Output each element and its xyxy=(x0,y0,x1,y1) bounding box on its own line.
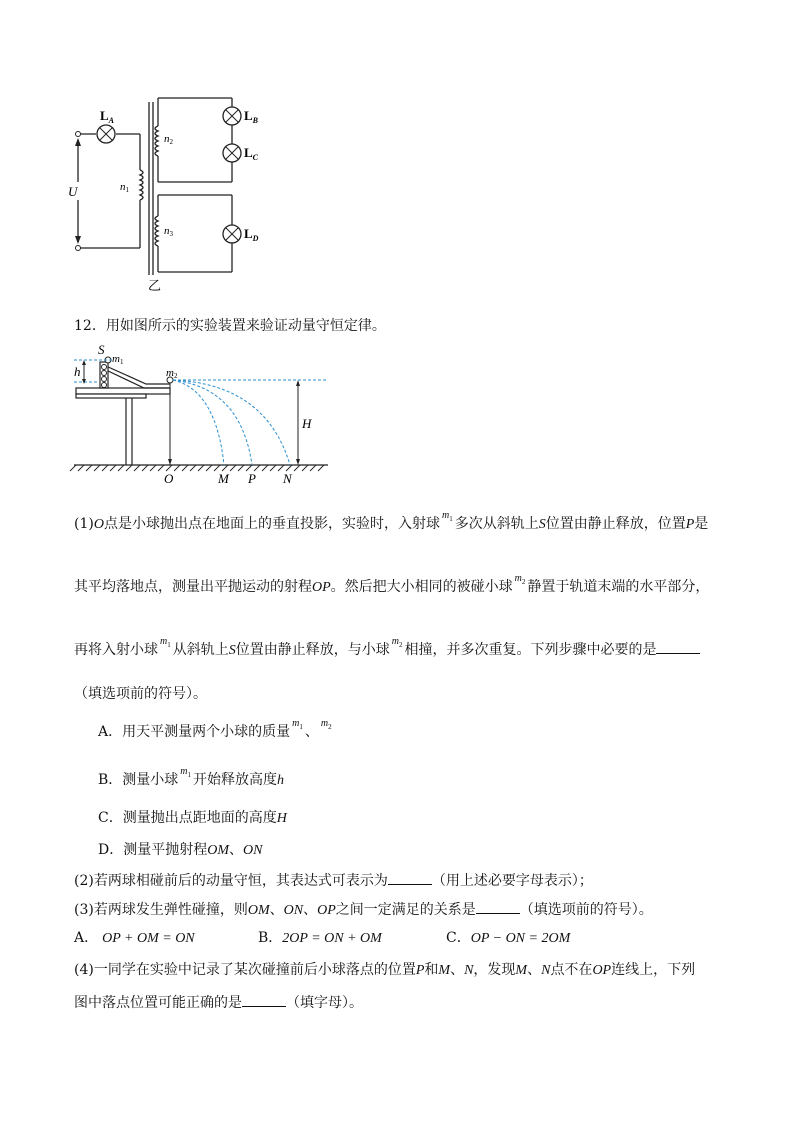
label-big-h: H xyxy=(302,416,312,431)
label-o: O xyxy=(164,471,174,486)
label-h: h xyxy=(74,364,81,379)
svg-text:m1: m1 xyxy=(112,353,124,366)
label-m2: m xyxy=(166,367,174,379)
part-1-line-3: 再将入射小球$^{m_1}$ 从斜轨上S位置由静止释放，与小球$^{m_2}$ 相撞，并多次重复。下列步骤中必要的是 xyxy=(74,639,700,665)
answer-blank-1[interactable] xyxy=(656,639,700,654)
part-1-line-4: （填选项前的符号）。 xyxy=(74,686,207,702)
svg-text:n2: n2 xyxy=(164,133,173,146)
part-4-line-2: 图中落点位置可能正确的是 （填字母）。 xyxy=(74,992,363,1013)
answer-blank-4[interactable] xyxy=(242,992,286,1007)
svg-text:n1: n1 xyxy=(120,181,129,194)
option-c: C．测量抛出点距地面的高度H xyxy=(98,810,287,826)
lamp-c-icon xyxy=(223,144,241,162)
label-lc: L xyxy=(244,145,253,160)
part-3-choice-c: C．OP − ON = 2OM xyxy=(446,930,571,946)
figure-caption: 乙 xyxy=(148,278,162,293)
part-3: (3)若两球发生弹性碰撞，则OM、ON、OP之间一定满足的关系是 （填选项前的符号）。 xyxy=(74,899,653,921)
label-n3: n xyxy=(164,225,170,237)
option-a: A．用天平测量两个小球的质量$^{m_1}$ 、$^{m_2}$ xyxy=(98,718,332,740)
svg-text:m2: m2 xyxy=(166,367,178,380)
label-lb: L xyxy=(244,108,253,123)
lamp-a-icon xyxy=(97,125,115,143)
svg-text:n3: n3 xyxy=(164,225,173,238)
part-2: (2)若两球相碰前后的动量守恒，其表达式可表示为 （用上述必要字母表示）； xyxy=(74,870,593,891)
option-d: D．测量平抛射程OM、ON xyxy=(98,842,263,858)
label-p: P xyxy=(248,471,256,486)
label-m1: m xyxy=(112,353,120,365)
part-4-line-1: (4)一同学在实验中记录了某次碰撞前后小球落点的位置P和M、N，发现M、N点不在OP连线上，下列 xyxy=(74,962,696,978)
answer-blank-3[interactable] xyxy=(476,899,520,914)
label-s: S xyxy=(98,342,105,357)
part-1-line-1: (1)O点是小球抛出点在地面上的垂直投影，实验时，入射球$^{m_1}$ 多次从斜轨上S位置由静止释放，位置P是 xyxy=(74,510,709,532)
label-n2: n xyxy=(164,133,170,145)
lamp-d-icon xyxy=(223,225,241,243)
option-b: B．测量小球$^{m_1}$ 开始释放高度h xyxy=(98,766,285,788)
part-3-choice-b: B．2OP = ON + OM xyxy=(258,930,382,946)
label-n1: n xyxy=(120,181,126,193)
terminal-bottom xyxy=(76,246,81,251)
question-12-stem: 12．用如图所示的实验装置来验证动量守恒定律。 xyxy=(74,318,386,334)
lamp-b-icon xyxy=(223,107,241,125)
label-ld: L xyxy=(244,226,253,241)
part-3-choice-a: A． OP + OM = ON xyxy=(74,930,195,946)
svg-text:LA: $L_A$ xyxy=(100,108,115,125)
label-u: U xyxy=(68,184,78,199)
terminal-top xyxy=(76,132,81,137)
svg-text:LD: $L_D$ xyxy=(244,226,259,243)
svg-text:LB: $L_B$ xyxy=(244,108,259,125)
svg-text:LC: $L_C$ xyxy=(244,145,259,162)
part-1-line-2: 其平均落地点，测量出平抛运动的射程OP。然后把大小相同的被碰小球$^{m_2}$ 静置于轨道末端的水平部分， xyxy=(74,573,710,595)
label-n: N xyxy=(283,471,292,486)
transformer-circuit-figure xyxy=(60,90,280,300)
label-m: M xyxy=(218,471,229,486)
momentum-apparatus-figure xyxy=(66,340,336,490)
answer-blank-2[interactable] xyxy=(388,870,432,885)
label-la: L xyxy=(100,108,109,123)
